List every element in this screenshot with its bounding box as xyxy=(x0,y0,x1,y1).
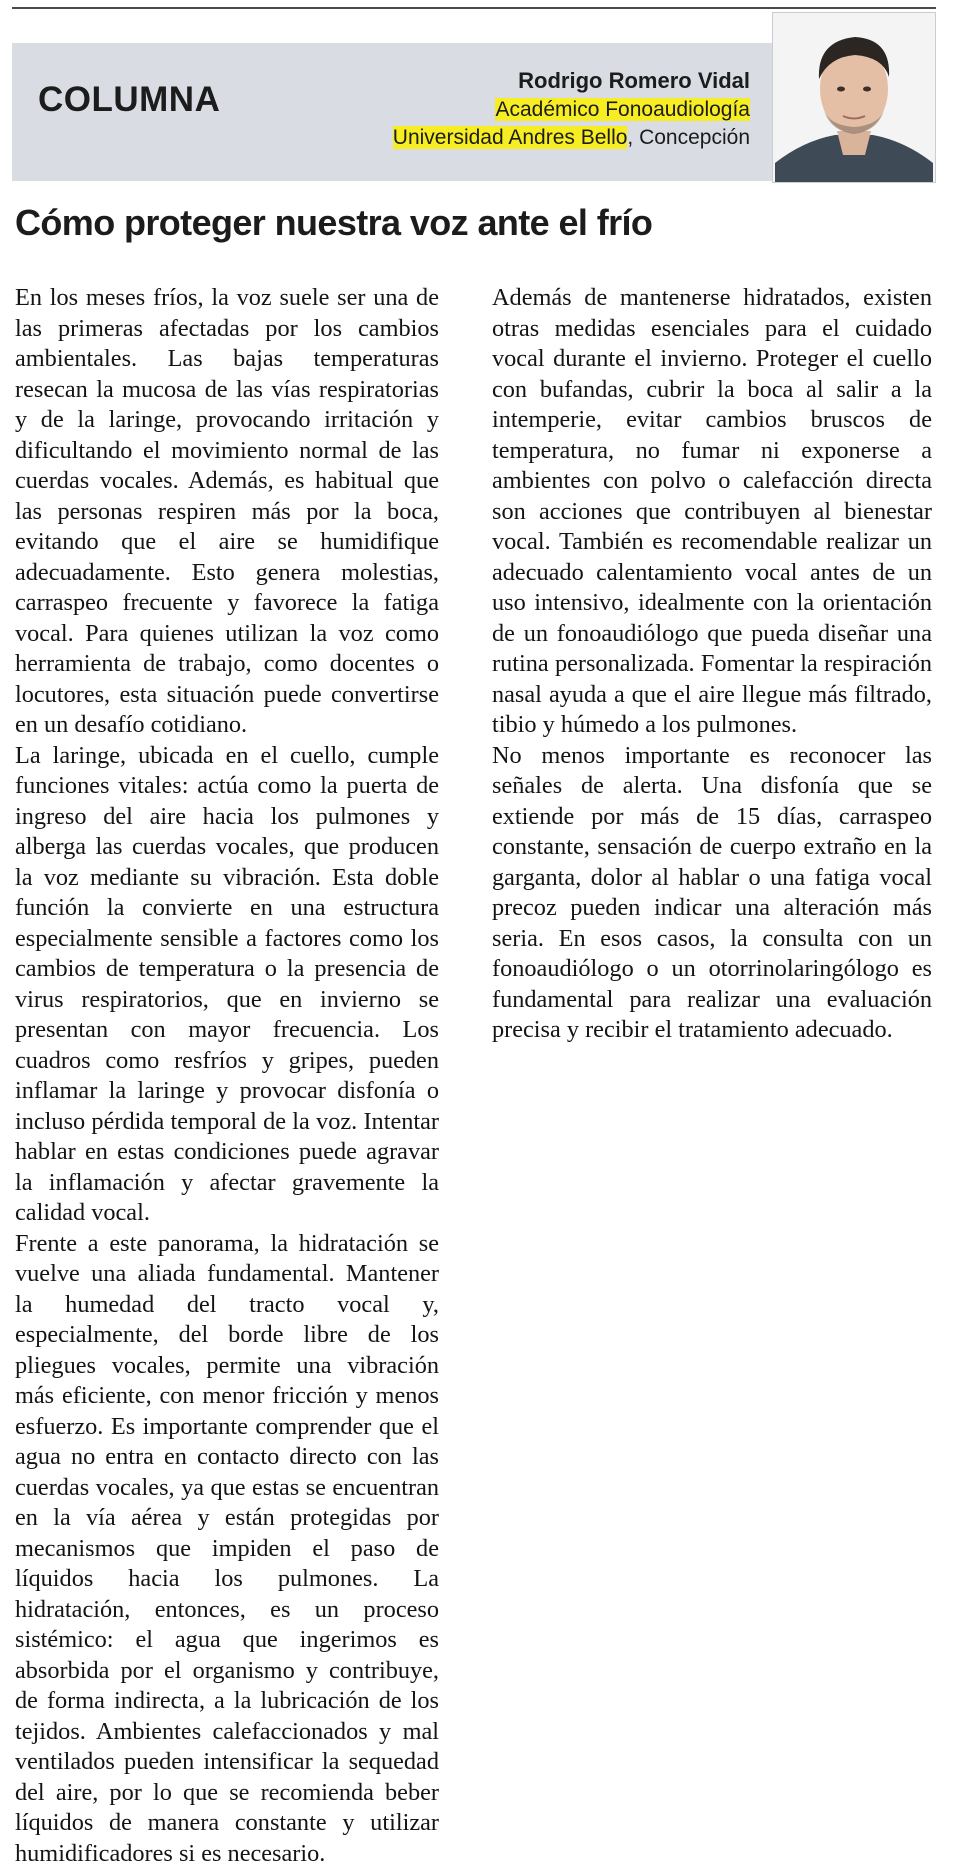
author-affiliation-text: Universidad Andres Bello xyxy=(393,126,628,149)
headline: Cómo proteger nuestra voz ante el frío xyxy=(15,202,652,244)
body-column-right xyxy=(492,283,932,1046)
author-title xyxy=(393,96,750,124)
top-rule xyxy=(12,7,936,9)
section-label: COLUMNA xyxy=(38,80,220,120)
body-paragraph: No menos importante es reconocer las señales de alerta. Una disfonía que se extiende por más de 15 días, carraspeo constante, sensación de cuerpo extraño en la garganta, dolor al hablar o una fatiga vocal precoz pueden indicar una alteración más seria. En esos casos, la consulta con un fonoaudiólogo o un otorrinolaringólogo es fundamental para realizar una evaluación precisa y recibir el tratamiento adecuado. xyxy=(492,741,932,1046)
body-paragraph: La laringe, ubicada en el cuello, cumple funciones vitales: actúa como la puerta de ingreso del aire hacia los pulmones y alberga las cuerdas vocales, que producen la voz mediante su vibración. Esta doble función la convierte en una estructura especialmente sensible a factores como los cambios de temperatura o la presencia de virus respiratorios, que en invierno se presentan con mayor frecuencia. Los cuadros como resfríos y gripes, pueden inflamar la laringe y provocar disfonía o incluso pérdida temporal de la voz. Intentar hablar en estas condiciones puede agravar la inflamación y afectar gravemente la calidad vocal. xyxy=(15,741,439,1229)
author-byline xyxy=(393,66,750,152)
author-affiliation xyxy=(393,124,750,152)
body-column-left xyxy=(15,283,439,1869)
author-title-text: Académico Fonoaudiología xyxy=(495,98,750,121)
author-name: Rodrigo Romero Vidal xyxy=(393,66,750,96)
body-paragraph: En los meses fríos, la voz suele ser una de las primeras afectadas por los cambios ambientales. Las bajas temperaturas resecan la mucosa de las vías respiratorias y de la laringe, provocando irritación y dificultando el movimiento normal de las cuerdas vocales. Además, es habitual que las personas respiren más por la boca, evitando que el aire se humidifique adecuadamente. Esto genera molestias, carraspeo frecuente y favorece la fatiga vocal. Para quienes utilizan la voz como herramienta de trabajo, como docentes o locutores, esta situación puede convertirse en un desafío cotidiano. xyxy=(15,283,439,741)
body-paragraph: Además de mantenerse hidratados, existen otras medidas esenciales para el cuidado vocal durante el invierno. Proteger el cuello con bufandas, cubrir la boca al salir a la intemperie, evitar cambios bruscos de temperatura, no fumar ni exponerse a ambientes con polvo o calefacción directa son acciones que contribuyen al bienestar vocal. También es recomendable realizar un adecuado calentamiento vocal antes de un uso intensivo, idealmente con la orientación de un fonoaudiólogo que pueda diseñar una rutina personalizada. Fomentar la respiración nasal ayuda a que el aire llegue más filtrado, tibio y húmedo a los pulmones. xyxy=(492,283,932,741)
author-photo xyxy=(772,12,936,183)
person-portrait-icon xyxy=(773,13,935,182)
author-affiliation-suffix: , Concepción xyxy=(627,126,750,149)
body-paragraph: Frente a este panorama, la hidratación se vuelve una aliada fundamental. Mantener la humedad del tracto vocal y, especialmente, del borde libre de los pliegues vocales, permite una vibración más eficiente, con menor fricción y menos esfuerzo. Es importante comprender que el agua no entra en contacto directo con las cuerdas vocales, ya que estas se encuentran en la vía aérea y están protegidas por mecanismos que impiden el paso de líquidos hacia los pulmones. La hidratación, entonces, es un proceso sistémico: el agua que ingerimos es absorbida por el organismo y contribuye, de forma indirecta, a la lubricación de los tejidos. Ambientes calefaccionados y mal ventilados pueden intensificar la sequedad del aire, por lo que se recomienda beber líquidos de manera constante y utilizar humidificadores si es necesario. xyxy=(15,1229,439,1869)
